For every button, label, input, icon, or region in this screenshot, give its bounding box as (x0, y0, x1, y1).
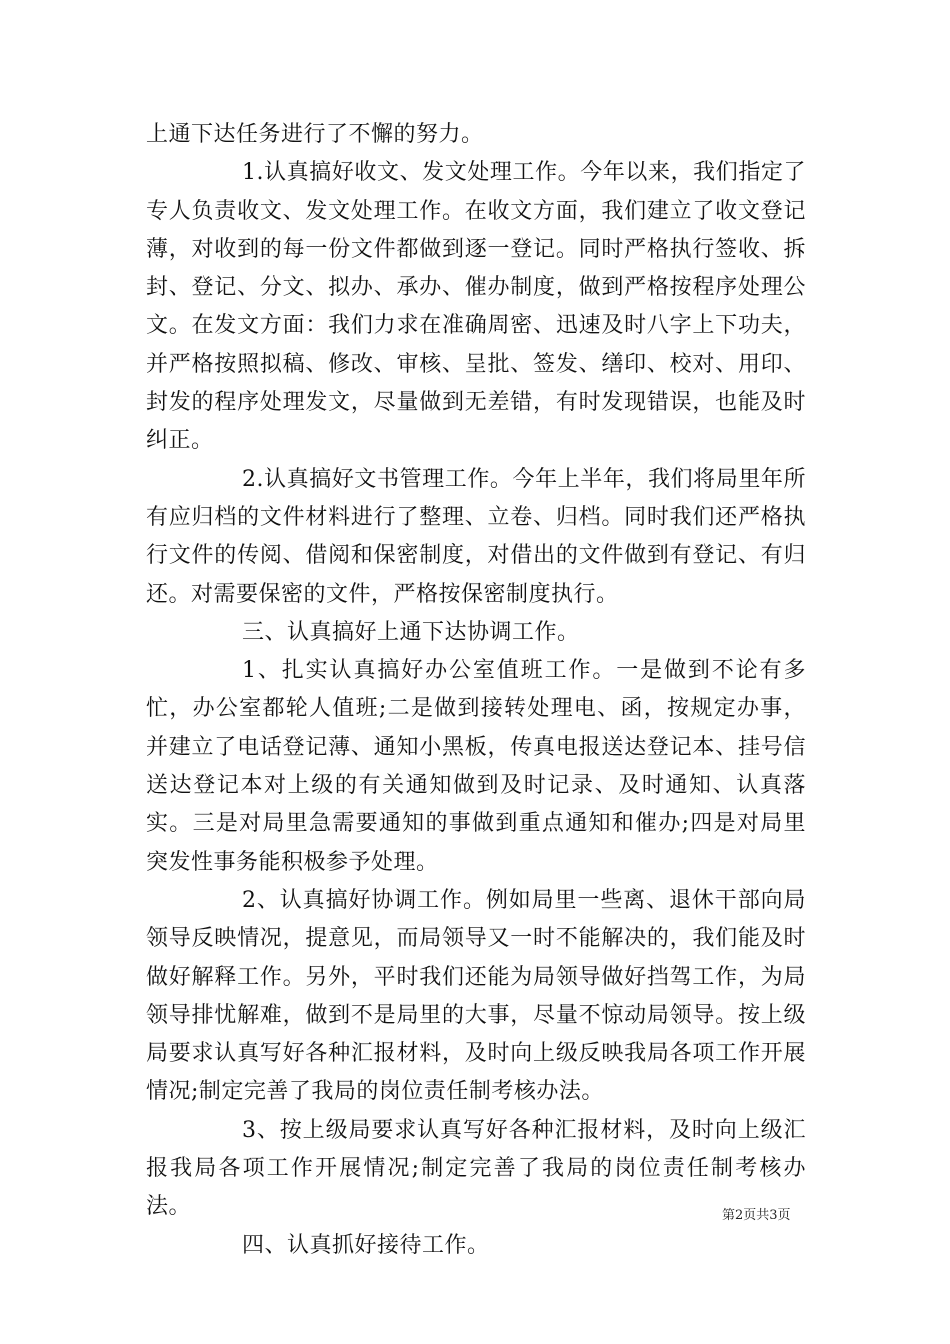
paragraph-coordination-work: 2、认真搞好协调工作。例如局里一些离、退休干部向局领导反映情况，提意见，而局领导又一时不能解决的，我们能及时做好解释工作。另外，平时我们还能为局领导做好挡驾工作，为局领导排忧解难，做到不是局里的大事，尽量不惊动局领导。按上级局要求认真写好各种汇报材料，及时向上级反映我局各项工作开展情况;制定完善了我局的岗位责任制考核办法。 (146, 887, 806, 1105)
paragraph-continuation: 上通下达任务进行了不懈的努力。 (146, 122, 484, 147)
paragraph-incoming-outgoing-docs: 1.认真搞好收文、发文处理工作。今年以来，我们指定了专人负责收文、发文处理工作。在收文方面，我们建立了收文登记薄，对收到的每一份文件都做到逐一登记。同时严格执行签收、拆封、登记、分文、拟办、承办、催办制度，做到严格按程序处理公文。在发文方面：我们力求在准确周密、迅速及时八字上下功夫，并严格按照拟稿、修改、审核、呈批、签发、缮印、校对、用印、封发的程序处理发文，尽量做到无差错，有时发现错误，也能及时纠正。 (146, 160, 806, 454)
section-heading-reception: 四、认真抓好接待工作。 (242, 1232, 490, 1258)
section-heading-coordination: 三、认真搞好上通下达协调工作。 (242, 619, 580, 645)
paragraph-duty-shift: 1、扎实认真搞好办公室值班工作。一是做到不论有多忙，办公室都轮人值班;二是做到接转处理电、函，按规定办事，并建立了电话登记薄、通知小黑板，传真电报送达登记本、挂号信送达登记本对上级的有关通知做到及时记录、及时通知、认真落实。三是对局里急需要通知的事做到重点通知和催办;四是对局里突发性事务能积极参予处理。 (146, 658, 806, 875)
paragraph-records-management: 2.认真搞好文书管理工作。今年上半年，我们将局里年所有应归档的文件材料进行了整理、立卷、归档。同时我们还严格执行文件的传阅、借阅和保密制度，对借出的文件做到有登记、有归还。对需要保密的文件，严格按保密制度执行。 (146, 466, 806, 607)
document-body (146, 116, 806, 1265)
page-number: 第2页共3页 (722, 1208, 791, 1223)
paragraph-reports: 3、按上级局要求认真写好各种汇报材料，及时向上级汇报我局各项工作开展情况;制定完善了我局的岗位责任制考核办法。 (146, 1117, 806, 1220)
